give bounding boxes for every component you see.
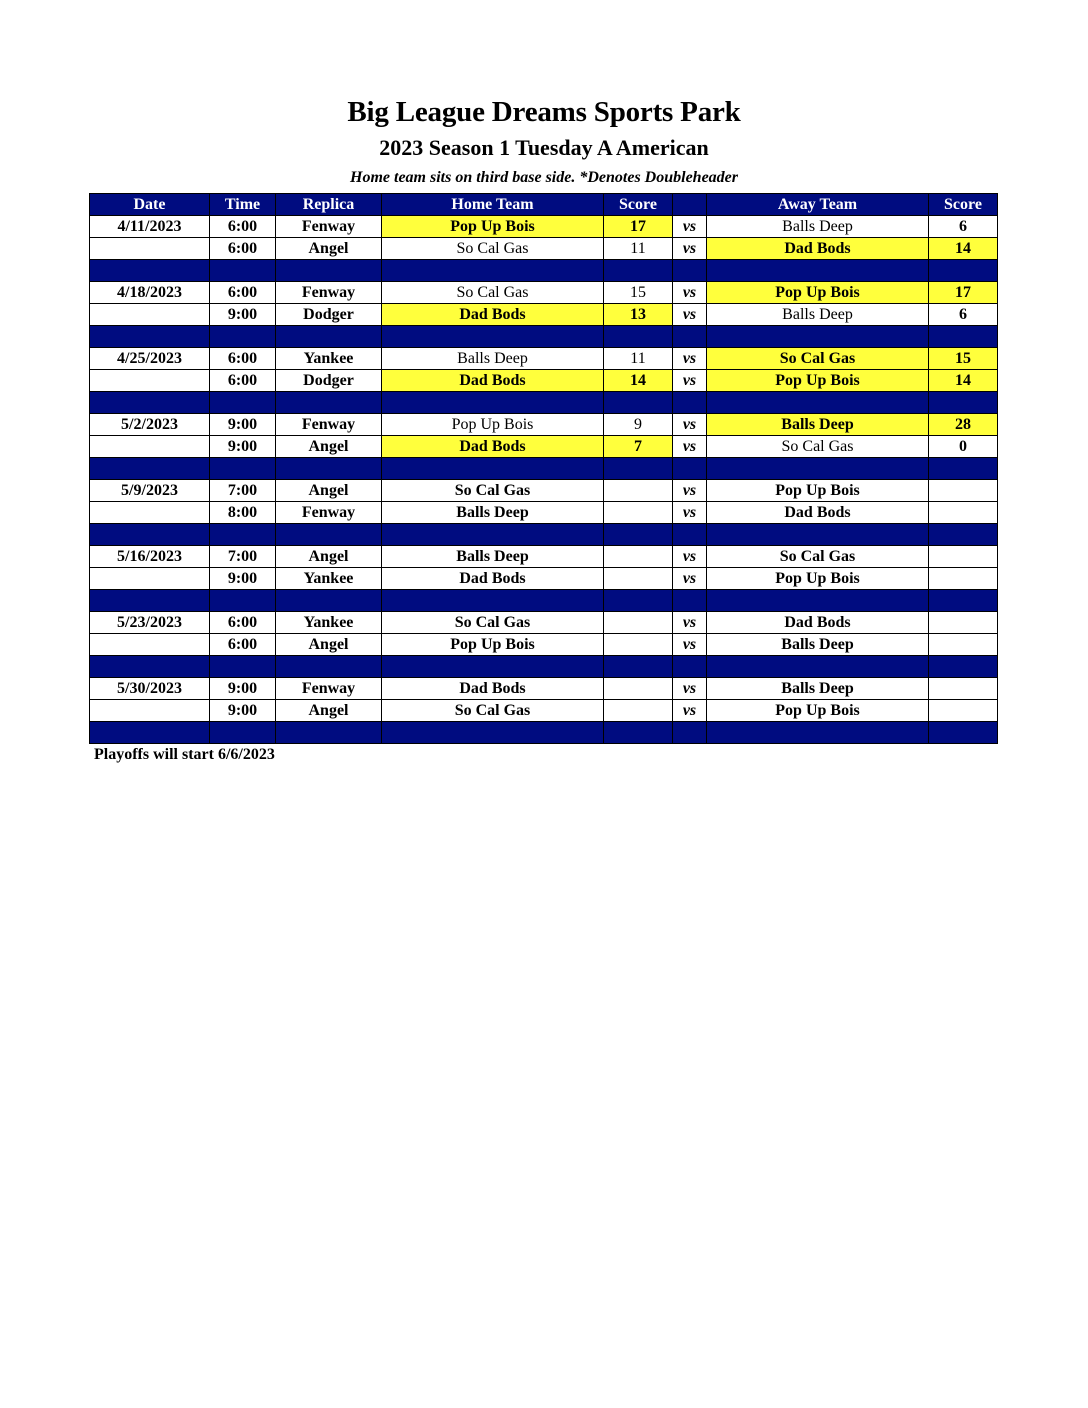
home-score-cell: 9 — [604, 414, 673, 436]
separator-cell — [276, 392, 382, 414]
home-score-cell — [604, 612, 673, 634]
time-cell: 6:00 — [210, 634, 276, 656]
date-cell: 5/2/2023 — [90, 414, 210, 436]
separator-cell — [382, 260, 604, 282]
separator-cell — [604, 260, 673, 282]
separator-cell — [604, 656, 673, 678]
away-team-cell: Dad Bods — [707, 502, 929, 524]
away-score-cell: 17 — [929, 282, 998, 304]
date-cell — [90, 568, 210, 590]
col-header-date: Date — [90, 194, 210, 216]
date-cell: 5/23/2023 — [90, 612, 210, 634]
separator-cell — [90, 590, 210, 612]
table-row — [90, 348, 998, 370]
separator-cell — [210, 458, 276, 480]
week-separator-row — [90, 524, 998, 546]
time-cell: 6:00 — [210, 238, 276, 260]
separator-cell — [210, 326, 276, 348]
home-score-cell — [604, 480, 673, 502]
vs-cell: vs — [673, 304, 707, 326]
col-header-away-score: Score — [929, 194, 998, 216]
date-cell — [90, 304, 210, 326]
table-row — [90, 568, 998, 590]
time-cell: 9:00 — [210, 414, 276, 436]
table-row — [90, 304, 998, 326]
home-team-cell: Dad Bods — [382, 370, 604, 392]
separator-cell — [707, 590, 929, 612]
vs-cell: vs — [673, 568, 707, 590]
date-cell — [90, 436, 210, 458]
table-row — [90, 546, 998, 568]
away-score-cell: 6 — [929, 304, 998, 326]
away-team-cell: Pop Up Bois — [707, 700, 929, 722]
away-score-cell — [929, 678, 998, 700]
away-team-cell: Balls Deep — [707, 414, 929, 436]
separator-cell — [929, 722, 998, 744]
schedule-table — [89, 193, 998, 744]
separator-cell — [276, 722, 382, 744]
away-team-cell: So Cal Gas — [707, 546, 929, 568]
vs-cell: vs — [673, 414, 707, 436]
table-row — [90, 282, 998, 304]
away-team-cell: Balls Deep — [707, 634, 929, 656]
col-header-away-team: Away Team — [707, 194, 929, 216]
replica-field-cell: Fenway — [276, 414, 382, 436]
home-score-cell: 11 — [604, 238, 673, 260]
date-cell: 4/11/2023 — [90, 216, 210, 238]
away-score-cell: 14 — [929, 238, 998, 260]
week-separator-row — [90, 722, 998, 744]
separator-cell — [929, 326, 998, 348]
date-cell — [90, 370, 210, 392]
week-separator-row — [90, 392, 998, 414]
replica-field-cell: Dodger — [276, 304, 382, 326]
away-score-cell — [929, 502, 998, 524]
separator-cell — [90, 326, 210, 348]
date-cell: 4/25/2023 — [90, 348, 210, 370]
separator-cell — [929, 458, 998, 480]
week-separator-row — [90, 590, 998, 612]
separator-cell — [382, 590, 604, 612]
home-team-cell: So Cal Gas — [382, 700, 604, 722]
time-cell: 7:00 — [210, 480, 276, 502]
col-header-time: Time — [210, 194, 276, 216]
separator-cell — [90, 392, 210, 414]
separator-cell — [929, 260, 998, 282]
home-team-cell: Pop Up Bois — [382, 634, 604, 656]
separator-cell — [604, 722, 673, 744]
away-score-cell — [929, 546, 998, 568]
away-team-cell: So Cal Gas — [707, 348, 929, 370]
date-cell — [90, 502, 210, 524]
home-score-cell: 17 — [604, 216, 673, 238]
separator-cell — [382, 392, 604, 414]
time-cell: 6:00 — [210, 216, 276, 238]
home-team-cell: Balls Deep — [382, 502, 604, 524]
replica-field-cell: Fenway — [276, 282, 382, 304]
col-header-home-score: Score — [604, 194, 673, 216]
home-team-cell: So Cal Gas — [382, 612, 604, 634]
home-score-cell — [604, 502, 673, 524]
table-row — [90, 480, 998, 502]
separator-cell — [673, 722, 707, 744]
replica-field-cell: Angel — [276, 238, 382, 260]
separator-cell — [707, 392, 929, 414]
separator-cell — [90, 458, 210, 480]
away-team-cell: Balls Deep — [707, 304, 929, 326]
separator-cell — [382, 524, 604, 546]
away-score-cell: 0 — [929, 436, 998, 458]
home-score-cell: 13 — [604, 304, 673, 326]
vs-cell: vs — [673, 612, 707, 634]
separator-cell — [929, 524, 998, 546]
table-row — [90, 414, 998, 436]
home-team-cell: Balls Deep — [382, 348, 604, 370]
date-cell — [90, 700, 210, 722]
separator-cell — [707, 458, 929, 480]
week-separator-row — [90, 326, 998, 348]
week-separator-row — [90, 656, 998, 678]
away-team-cell: Pop Up Bois — [707, 370, 929, 392]
home-score-cell: 11 — [604, 348, 673, 370]
col-header-replica: Replica — [276, 194, 382, 216]
schedule-body — [90, 216, 998, 744]
away-team-cell: Pop Up Bois — [707, 282, 929, 304]
time-cell: 8:00 — [210, 502, 276, 524]
home-team-cell: Balls Deep — [382, 546, 604, 568]
away-score-cell — [929, 700, 998, 722]
vs-cell: vs — [673, 634, 707, 656]
replica-field-cell: Dodger — [276, 370, 382, 392]
vs-cell: vs — [673, 502, 707, 524]
replica-field-cell: Fenway — [276, 502, 382, 524]
separator-cell — [707, 722, 929, 744]
vs-cell: vs — [673, 348, 707, 370]
separator-cell — [707, 326, 929, 348]
away-score-cell — [929, 568, 998, 590]
time-cell: 9:00 — [210, 568, 276, 590]
separator-cell — [929, 392, 998, 414]
home-score-cell — [604, 700, 673, 722]
vs-cell: vs — [673, 238, 707, 260]
home-score-cell — [604, 546, 673, 568]
vs-cell: vs — [673, 282, 707, 304]
away-score-cell — [929, 612, 998, 634]
schedule-note: Home team sits on third base side. *Denotes Doubleheader — [350, 169, 738, 186]
separator-cell — [707, 260, 929, 282]
home-team-cell: Dad Bods — [382, 568, 604, 590]
home-team-cell: Dad Bods — [382, 678, 604, 700]
away-team-cell: Balls Deep — [707, 678, 929, 700]
home-score-cell — [604, 634, 673, 656]
replica-field-cell: Angel — [276, 480, 382, 502]
separator-cell — [90, 656, 210, 678]
home-score-cell: 15 — [604, 282, 673, 304]
time-cell: 7:00 — [210, 546, 276, 568]
separator-cell — [276, 326, 382, 348]
separator-cell — [604, 458, 673, 480]
page-title: Big League Dreams Sports Park — [347, 96, 741, 128]
separator-cell — [382, 326, 604, 348]
date-cell: 4/18/2023 — [90, 282, 210, 304]
separator-cell — [276, 590, 382, 612]
separator-cell — [707, 524, 929, 546]
separator-cell — [673, 260, 707, 282]
home-team-cell: So Cal Gas — [382, 282, 604, 304]
week-separator-row — [90, 260, 998, 282]
home-team-cell: Dad Bods — [382, 304, 604, 326]
replica-field-cell: Fenway — [276, 678, 382, 700]
date-cell: 5/9/2023 — [90, 480, 210, 502]
separator-cell — [673, 458, 707, 480]
table-row — [90, 634, 998, 656]
replica-field-cell: Angel — [276, 700, 382, 722]
vs-cell: vs — [673, 480, 707, 502]
separator-cell — [673, 656, 707, 678]
replica-field-cell: Angel — [276, 546, 382, 568]
separator-cell — [210, 722, 276, 744]
separator-cell — [707, 656, 929, 678]
separator-cell — [276, 458, 382, 480]
vs-cell: vs — [673, 216, 707, 238]
home-team-cell: Dad Bods — [382, 436, 604, 458]
playoffs-note: Playoffs will start 6/6/2023 — [94, 746, 275, 763]
table-row — [90, 216, 998, 238]
home-score-cell — [604, 568, 673, 590]
table-row — [90, 700, 998, 722]
separator-cell — [276, 656, 382, 678]
home-score-cell: 7 — [604, 436, 673, 458]
home-team-cell: So Cal Gas — [382, 238, 604, 260]
separator-cell — [90, 722, 210, 744]
vs-cell: vs — [673, 436, 707, 458]
home-team-cell: Pop Up Bois — [382, 216, 604, 238]
time-cell: 9:00 — [210, 436, 276, 458]
table-row — [90, 370, 998, 392]
time-cell: 9:00 — [210, 304, 276, 326]
date-cell — [90, 238, 210, 260]
table-row — [90, 238, 998, 260]
away-score-cell — [929, 634, 998, 656]
date-cell: 5/16/2023 — [90, 546, 210, 568]
vs-cell: vs — [673, 678, 707, 700]
away-team-cell: So Cal Gas — [707, 436, 929, 458]
week-separator-row — [90, 458, 998, 480]
date-cell: 5/30/2023 — [90, 678, 210, 700]
replica-field-cell: Angel — [276, 436, 382, 458]
away-team-cell: Dad Bods — [707, 238, 929, 260]
away-score-cell: 14 — [929, 370, 998, 392]
separator-cell — [673, 524, 707, 546]
table-row — [90, 612, 998, 634]
away-score-cell: 6 — [929, 216, 998, 238]
time-cell: 6:00 — [210, 612, 276, 634]
away-score-cell — [929, 480, 998, 502]
separator-cell — [276, 524, 382, 546]
home-team-cell: Pop Up Bois — [382, 414, 604, 436]
replica-field-cell: Yankee — [276, 348, 382, 370]
separator-cell — [604, 392, 673, 414]
col-header-home-team: Home Team — [382, 194, 604, 216]
separator-cell — [210, 524, 276, 546]
replica-field-cell: Fenway — [276, 216, 382, 238]
replica-field-cell: Yankee — [276, 568, 382, 590]
home-team-cell: So Cal Gas — [382, 480, 604, 502]
home-score-cell: 14 — [604, 370, 673, 392]
separator-cell — [604, 326, 673, 348]
separator-cell — [210, 590, 276, 612]
replica-field-cell: Yankee — [276, 612, 382, 634]
table-row — [90, 502, 998, 524]
separator-cell — [382, 656, 604, 678]
time-cell: 6:00 — [210, 348, 276, 370]
away-team-cell: Pop Up Bois — [707, 568, 929, 590]
separator-cell — [604, 524, 673, 546]
separator-cell — [604, 590, 673, 612]
table-header-row — [90, 194, 998, 216]
separator-cell — [673, 326, 707, 348]
vs-cell: vs — [673, 546, 707, 568]
separator-cell — [90, 260, 210, 282]
separator-cell — [382, 458, 604, 480]
vs-cell: vs — [673, 370, 707, 392]
separator-cell — [210, 656, 276, 678]
table-row — [90, 678, 998, 700]
separator-cell — [210, 392, 276, 414]
separator-cell — [90, 524, 210, 546]
away-team-cell: Pop Up Bois — [707, 480, 929, 502]
away-score-cell: 28 — [929, 414, 998, 436]
separator-cell — [382, 722, 604, 744]
time-cell: 6:00 — [210, 370, 276, 392]
away-team-cell: Balls Deep — [707, 216, 929, 238]
table-row — [90, 436, 998, 458]
home-score-cell — [604, 678, 673, 700]
time-cell: 9:00 — [210, 700, 276, 722]
away-team-cell: Dad Bods — [707, 612, 929, 634]
separator-cell — [673, 590, 707, 612]
page-subtitle: 2023 Season 1 Tuesday A American — [379, 135, 709, 160]
col-header-vs — [673, 194, 707, 216]
separator-cell — [929, 590, 998, 612]
date-cell — [90, 634, 210, 656]
time-cell: 9:00 — [210, 678, 276, 700]
separator-cell — [210, 260, 276, 282]
separator-cell — [673, 392, 707, 414]
separator-cell — [276, 260, 382, 282]
vs-cell: vs — [673, 700, 707, 722]
replica-field-cell: Angel — [276, 634, 382, 656]
separator-cell — [929, 656, 998, 678]
away-score-cell: 15 — [929, 348, 998, 370]
time-cell: 6:00 — [210, 282, 276, 304]
